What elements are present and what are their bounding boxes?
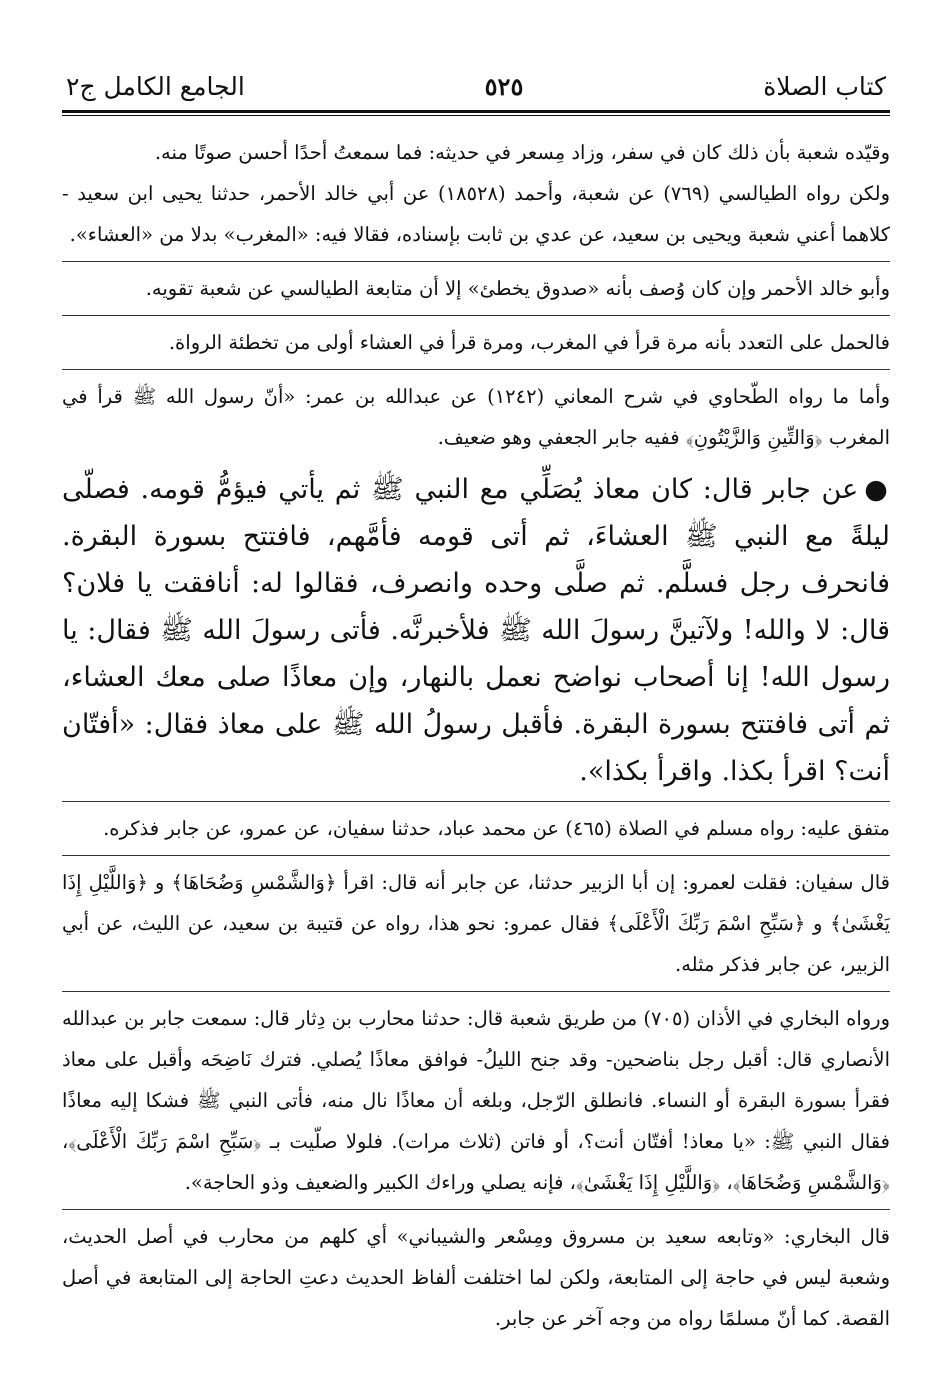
header-rule-thin	[62, 115, 890, 116]
commentary-middle-3	[62, 374, 890, 464]
divider	[62, 315, 890, 316]
paragraph: ولكن رواه الطيالسي (٧٦٩) عن شعبة، وأحمد (١٨٥٢٨) عن أبي خالد الأحمر، حدثنا يحيى ابن سعيد - كلاهما أعني شعبة ويحيى بن سعيد، عن عدي بن ثابت بإسناده، فقالا فيه: «المغرب» بدلا من «العشاء».	[62, 182, 890, 246]
takhrij-4	[62, 1214, 890, 1345]
commentary-middle-2	[62, 320, 890, 369]
hadith-body: عن جابر قال: كان معاذ يُصَلِّي مع النبي ﷺ ثم يأتي فيؤمُّ قومه. فصلّى ليلةً مع النبي ﷺ العشاءَ، ثم أتى قومه فأمَّهم، فافتتح بسورة البقرة. فانحرف رجل فسلَّم. ثم صلَّى وحده وانصرف، فقالوا له: أنافقت يا فلان؟ قال: لا والله! ولآتينَّ رسولَ الله ﷺ فلأخبرنَّه. فأتى رسولَ الله ﷺ فقال: يا رسول الله! إنا أصحاب نواضح نعمل بالنهار، وإن معاذًا صلى معك العشاء، ثم أتى فافتتح بسورة البقرة. فأقبل رسولُ الله ﷺ على معاذ فقال: «أفتّان أنت؟ اقرأ بكذا. واقرأ بكذا».	[62, 474, 890, 787]
divider	[62, 369, 890, 370]
chapter-title: كتاب الصلاة	[763, 72, 886, 101]
header-rule-thick	[62, 110, 890, 113]
paragraph: قال البخاري: «وتابعه سعيد بن مسروق ومِسْعر والشيباني» أي كلهم من محارب في أصل الحديث، وشعبة ليس في حاجة إلى المتابعة، ولكن لما اختلفت ألفاظ الحديث دعتِ الحاجة إلى المتابعة في أصل القصة. كما أنّ مسلمًا رواه من وجه آخر عن جابر.	[62, 1225, 890, 1330]
divider	[62, 855, 890, 856]
bullet-icon: ●	[864, 474, 891, 505]
hadith-text-block	[62, 464, 890, 801]
paragraph: قال سفيان: فقلت لعمرو: إن أبا الزبير حدثنا، عن جابر أنه قال: اقرأ ﴿وَالشَّمْسِ وَضُحَاهَا﴾ و ﴿وَاللَّيْلِ إِذَا يَغْشَىٰ﴾ و ﴿سَبِّحِ اسْمَ رَبِّكَ الْأَعْلَى﴾ فقال عمرو: نحو هذا، رواه عن قتيبة بن سعيد، عن الليث، عن أبي الزبير، عن جابر فذكر مثله.	[62, 871, 890, 976]
page-number: ٥٢٥	[484, 72, 524, 101]
commentary-middle	[62, 266, 890, 315]
divider	[62, 801, 890, 802]
paragraph: متفق عليه: رواه مسلم في الصلاة (٤٦٥) عن محمد عباد، حدثنا سفيان، عن عمرو، عن جابر فذكره.	[103, 817, 890, 840]
hadith-text	[62, 466, 890, 795]
page-header	[62, 70, 890, 108]
divider	[62, 261, 890, 262]
paragraph: وقيّده شعبة بأن ذلك كان في سفر، وزاد مِسعر في حديثه: فما سمعتُ أحدًا أحسن صوتًا منه.	[154, 141, 890, 164]
paragraph: وأبو خالد الأحمر وإن كان وُصف بأنه «صدوق يخطئ» إلا أن متابعة الطيالسي عن شعبة تقويه.	[145, 277, 890, 300]
book-title: الجامع الكامل ج٢	[66, 72, 245, 101]
book-page	[62, 70, 890, 1345]
takhrij-1	[62, 806, 890, 855]
takhrij-2	[62, 860, 890, 991]
takhrij-3	[62, 996, 890, 1209]
paragraph: وأما ما رواه الطّحاوي في شرح المعاني (١٢٤٢) عن عبدالله بن عمر: «أنّ رسول الله ﷺ قرأ في المغرب ﴿وَالتِّينِ وَالزَّيْتُونِ﴾ ففيه جابر الجعفي وهو ضعيف.	[62, 385, 891, 449]
commentary-top	[62, 130, 890, 261]
paragraph: فالحمل على التعدد بأنه مرة قرأ في المغرب، ومرة قرأ في العشاء أولى من تخطئة الرواة.	[168, 331, 890, 354]
divider	[62, 991, 890, 992]
divider	[62, 1209, 890, 1210]
paragraph: ورواه البخاري في الأذان (٧٠٥) من طريق شعبة قال: حدثنا محارب بن دِثار قال: سمعت جابر بن عبدالله الأنصاري قال: أقبل رجل بناضحين- وقد جنح الليلُ- فوافق معاذًا يُصلي. فترك نَاضِحَه وأقبل على معاذ فقرأ بسورة البقرة أو النساء. فانطلق الرّجل، وبلغه أن معاذًا نال منه، فأتى النبي ﷺ فشكا إليه معاذًا فقال النبي ﷺ: «يا معاذ! أفتّان أنت؟، أو فاتن (ثلاث مرات). فلولا صلّيت بـ ﴿سَبِّحِ اسْمَ رَبِّكَ الْأَعْلَى﴾، ﴿وَالشَّمْسِ وَضُحَاهَا﴾، ﴿وَاللَّيْلِ إِذَا يَغْشَىٰ﴾، فإنه يصلي وراءك الكبير والضعيف وذو الحاجة».	[62, 1007, 890, 1194]
